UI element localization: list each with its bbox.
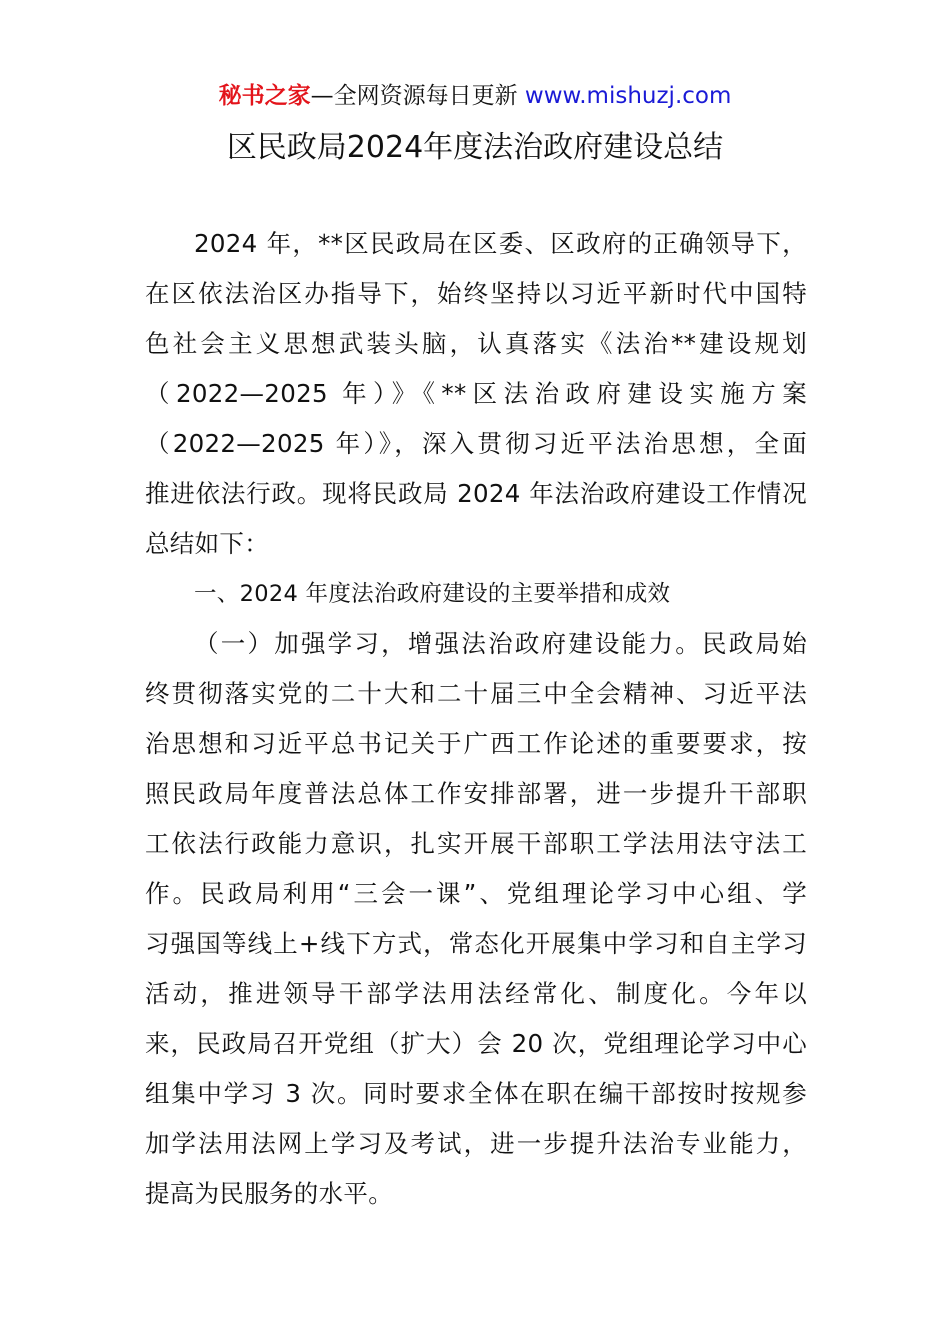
- site-url: www.mishuzj.com: [524, 83, 732, 109]
- section-heading: 一、2024 年度法治政府建设的主要举措和成效: [194, 581, 671, 607]
- paragraph-line: 2024 年，**区民政局在区委、区政府的正确领导下，: [194, 229, 807, 258]
- paragraph-line: 在区依法治区办指导下，始终坚持以习近平新时代中国特: [145, 279, 807, 308]
- paragraph-line: 终贯彻落实党的二十大和二十届三中全会精神、习近平法: [145, 679, 807, 708]
- document-title: 区民政局2024年度法治政府建设总结: [226, 130, 724, 165]
- paragraph-line: 照民政局年度普法总体工作安排部署，进一步提升干部职: [145, 779, 807, 808]
- paragraph-line: （2022—2025 年）》《**区法治政府建设实施方案: [145, 379, 807, 408]
- paragraph-line: 组集中学习 3 次。同时要求全体在职在编干部按时按规参: [145, 1079, 807, 1108]
- header-tagline: —全网资源每日更新: [310, 83, 525, 109]
- paragraph-line: 活动，推进领导干部学法用法经常化、制度化。今年以: [145, 979, 807, 1008]
- paragraph-line: 推进依法行政。现将民政局 2024 年法治政府建设工作情况: [145, 479, 807, 508]
- paragraph-line: （2022—2025 年）》，深入贯彻习近平法治思想，全面: [145, 429, 807, 458]
- paragraph-line: 加学法用法网上学习及考试，进一步提升法治专业能力，: [145, 1129, 807, 1158]
- paragraph-line: 工依法行政能力意识，扎实开展干部职工学法用法守法工: [145, 829, 807, 858]
- document-body: [145, 219, 807, 1219]
- site-header: [0, 80, 950, 112]
- brand-name: 秘书之家: [218, 83, 311, 109]
- paragraph-line: 提高为民服务的水平。: [145, 1179, 393, 1208]
- paragraph-line: 习强国等线上+线下方式，常态化开展集中学习和自主学习: [145, 929, 807, 958]
- paragraph-line: （一）加强学习，增强法治政府建设能力。民政局始: [194, 629, 807, 658]
- paragraph-line: 总结如下：: [145, 529, 269, 558]
- paragraph-line: 来，民政局召开党组（扩大）会 20 次，党组理论学习中心: [145, 1029, 807, 1058]
- paragraph-line: 治思想和习近平总书记关于广西工作论述的重要要求，按: [145, 729, 807, 758]
- paragraph-line: 作。民政局利用“三会一课”、党组理论学习中心组、学: [145, 879, 807, 908]
- paragraph-line: 色社会主义思想武装头脑，认真落实《法治**建设规划: [145, 329, 807, 358]
